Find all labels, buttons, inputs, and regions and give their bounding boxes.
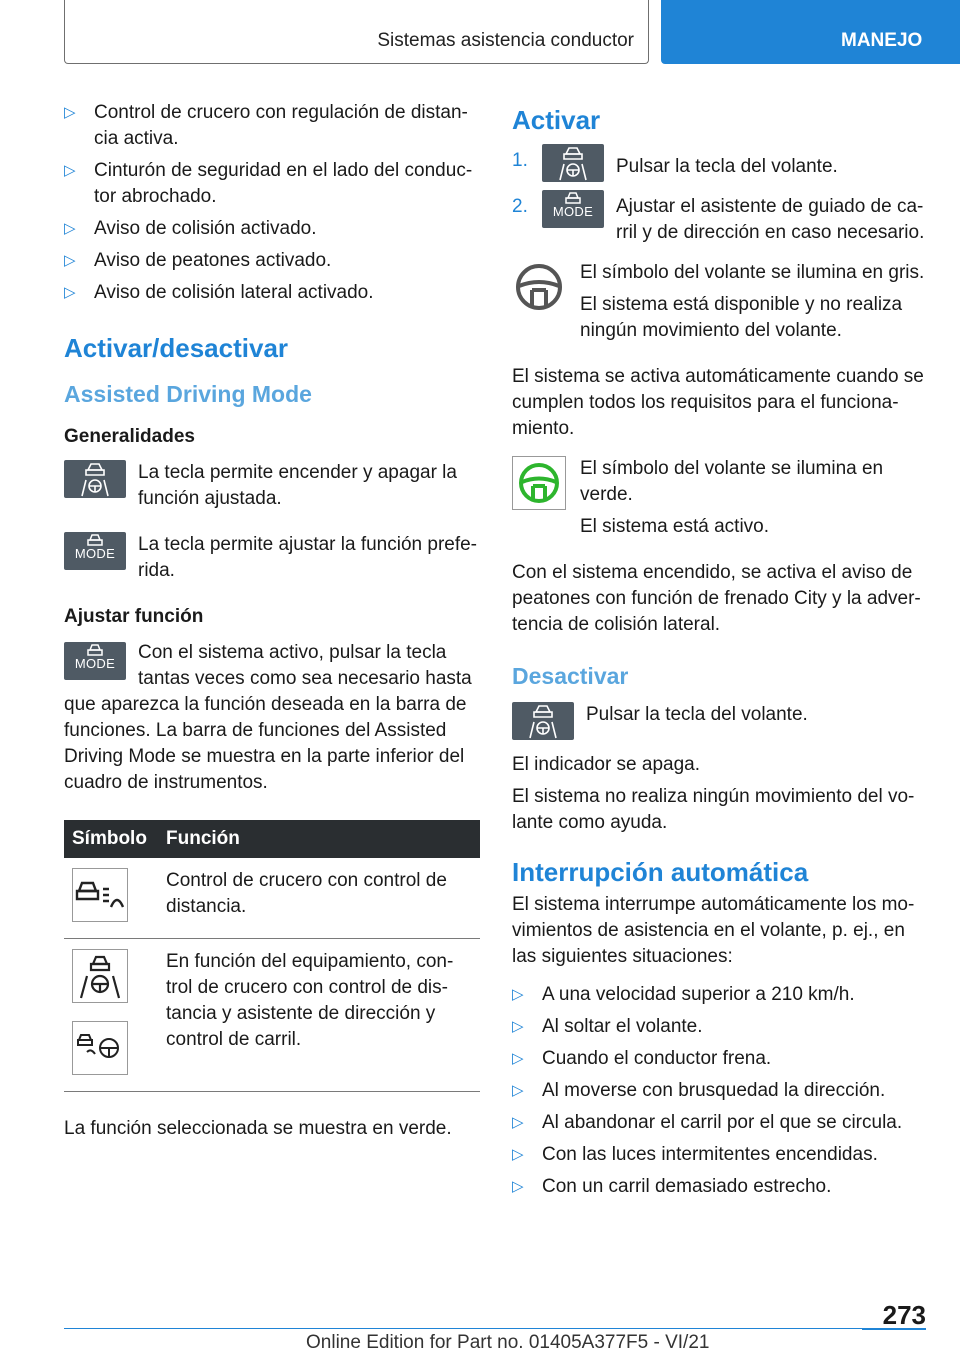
heading-ajustar: Ajustar función	[64, 606, 204, 627]
ajustar-text: Con el sistema activo, pulsar la tecla tantas veces como sea necesario hasta que aparezca la función deseada en la barra de funciones. La barra de funciones del Assisted Driving Mode se muestra en la parte inferior del cuadro de instrumentos.	[64, 642, 472, 793]
step-number: 1.	[512, 150, 528, 171]
header-title: Sistemas asistencia conductor	[377, 30, 634, 51]
heading-activar: Activar	[512, 105, 601, 135]
left-column	[64, 100, 482, 1148]
info-block	[512, 456, 930, 546]
list-item: ▷ A una velocidad superior a 210 km/h.	[512, 982, 930, 1008]
info-block	[64, 532, 482, 584]
list-item: ▷ Con un carril demasiado estrecho.	[512, 1174, 930, 1200]
ajustar-block	[64, 640, 482, 796]
triangle-bullet-icon: ▷	[64, 252, 76, 269]
step-2	[512, 194, 930, 246]
page-number: 273	[882, 1300, 926, 1330]
step-1-text: Pulsar la tecla del volante.	[616, 156, 838, 177]
gen-text-2: La tecla permite ajustar la función prefe-rida.	[138, 534, 478, 581]
info-block	[512, 260, 930, 350]
steering-assist-key-icon	[64, 460, 126, 498]
triangle-bullet-icon: ▷	[512, 1050, 524, 1067]
lane-control-icon	[72, 1021, 128, 1075]
steering-wheel-gray-icon	[512, 260, 566, 314]
list-item: ▷ Aviso de colisión activado.	[64, 216, 482, 242]
list-item: ▷ Al moverse con brusquedad la dirección.	[512, 1078, 930, 1104]
list-item: ▷ Control de crucero con regulación de distan-cia activa.	[64, 102, 468, 149]
footer-divider	[64, 1328, 862, 1329]
table-row	[64, 858, 480, 939]
steering-assist-icon	[72, 949, 128, 1003]
mode-key-icon	[542, 190, 604, 228]
footer-divider-accent	[862, 1328, 926, 1330]
symbol-table	[64, 820, 480, 1092]
list-item: ▷ Al soltar el volante.	[512, 1014, 930, 1040]
steering-wheel-green-icon	[512, 456, 566, 510]
triangle-bullet-icon: ▷	[64, 284, 76, 301]
table-row	[64, 939, 480, 1092]
mode-key-icon	[64, 642, 126, 680]
triangle-bullet-icon: ▷	[64, 104, 76, 121]
info-block	[512, 702, 930, 740]
cruise-distance-icon	[72, 868, 128, 922]
footnote: La función seleccionada se muestra en verde.	[64, 1118, 452, 1139]
info-block	[64, 460, 482, 512]
triangle-bullet-icon: ▷	[64, 220, 76, 237]
steering-assist-key-icon	[512, 702, 574, 740]
step-number: 2.	[512, 196, 528, 217]
green-text-2: El sistema está activo.	[580, 516, 770, 537]
step-2-text: Ajustar el asistente de guiado de ca-rril y de dirección en caso necesario.	[616, 196, 925, 243]
gray-text-2: El sistema está disponible y no realiza ningún movimiento del volante.	[580, 294, 903, 341]
subsection-heading: Assisted Driving Mode	[64, 381, 312, 407]
apaga-text: El indicador se apaga.	[512, 754, 701, 775]
heading-generalidades: Generalidades	[64, 426, 195, 447]
list-item: ▷ Cuando el conductor frena.	[512, 1046, 930, 1072]
heading-interrupcion: Interrupción automática	[512, 857, 809, 887]
gen-text-1: La tecla permite encender y apagar la función ajustada.	[138, 462, 457, 509]
list-item: ▷ Al abandonar el carril por el que se circula.	[512, 1110, 930, 1136]
no-mov-text: El sistema no realiza ningún movimiento del vo-lante como ayuda.	[512, 786, 915, 833]
step-1	[512, 148, 930, 182]
header-tab[interactable]	[661, 0, 960, 64]
table-cell-function: En función del equipamiento, con-trol de crucero con control de dis-tancia y asistente de dirección y control de carril.	[158, 939, 480, 1092]
mode-label: MODE	[552, 204, 594, 219]
list-item: ▷ Con las luces intermitentes encendidas.	[512, 1142, 930, 1168]
gray-text-1: El símbolo del volante se ilumina en gris.	[580, 262, 925, 283]
triangle-bullet-icon: ▷	[512, 1018, 524, 1035]
table-header-function: Función	[158, 820, 480, 858]
table-cell-function: Control de crucero con control de distancia.	[158, 858, 480, 939]
triangle-bullet-icon: ▷	[64, 162, 76, 179]
heading-desactivar: Desactivar	[512, 663, 629, 689]
green-text-1: El símbolo del volante se ilumina en verde.	[580, 458, 884, 505]
interrupcion-text: El sistema interrumpe automáticamente los mo-vimientos de asistencia en el volante, p. ej., en las siguientes situaciones:	[512, 894, 915, 967]
triangle-bullet-icon: ▷	[512, 1146, 524, 1163]
header-box	[64, 0, 649, 64]
mode-label: MODE	[74, 656, 116, 671]
triangle-bullet-icon: ▷	[512, 1178, 524, 1195]
peatones-text: Con el sistema encendido, se activa el aviso de peatones con función de frenado City y la adver-tencia de colisión lateral.	[512, 562, 921, 635]
right-column	[512, 100, 930, 1206]
steering-assist-key-icon	[542, 144, 604, 182]
triangle-bullet-icon: ▷	[512, 1114, 524, 1131]
header-tab-label: MANEJO	[841, 30, 923, 51]
triangle-bullet-icon: ▷	[512, 986, 524, 1003]
section-heading: Activar/desactivar	[64, 333, 289, 363]
auto-text: El sistema se activa automáticamente cuando se cumplen todos los requisitos para el funciona-miento.	[512, 366, 924, 439]
desactivar-text: Pulsar la tecla del volante.	[586, 704, 808, 725]
footer-edition: Online Edition for Part no. 01405A377F5 - VI/21	[306, 1332, 710, 1353]
list-item: ▷ Cinturón de seguridad en el lado del conduc-tor abrochado.	[64, 160, 473, 207]
list-item: ▷ Aviso de colisión lateral activado.	[64, 280, 482, 306]
table-header-symbol: Símbolo	[64, 820, 158, 858]
triangle-bullet-icon: ▷	[512, 1082, 524, 1099]
list-item: ▷ Aviso de peatones activado.	[64, 248, 482, 274]
mode-label: MODE	[74, 546, 116, 561]
mode-key-icon	[64, 532, 126, 570]
